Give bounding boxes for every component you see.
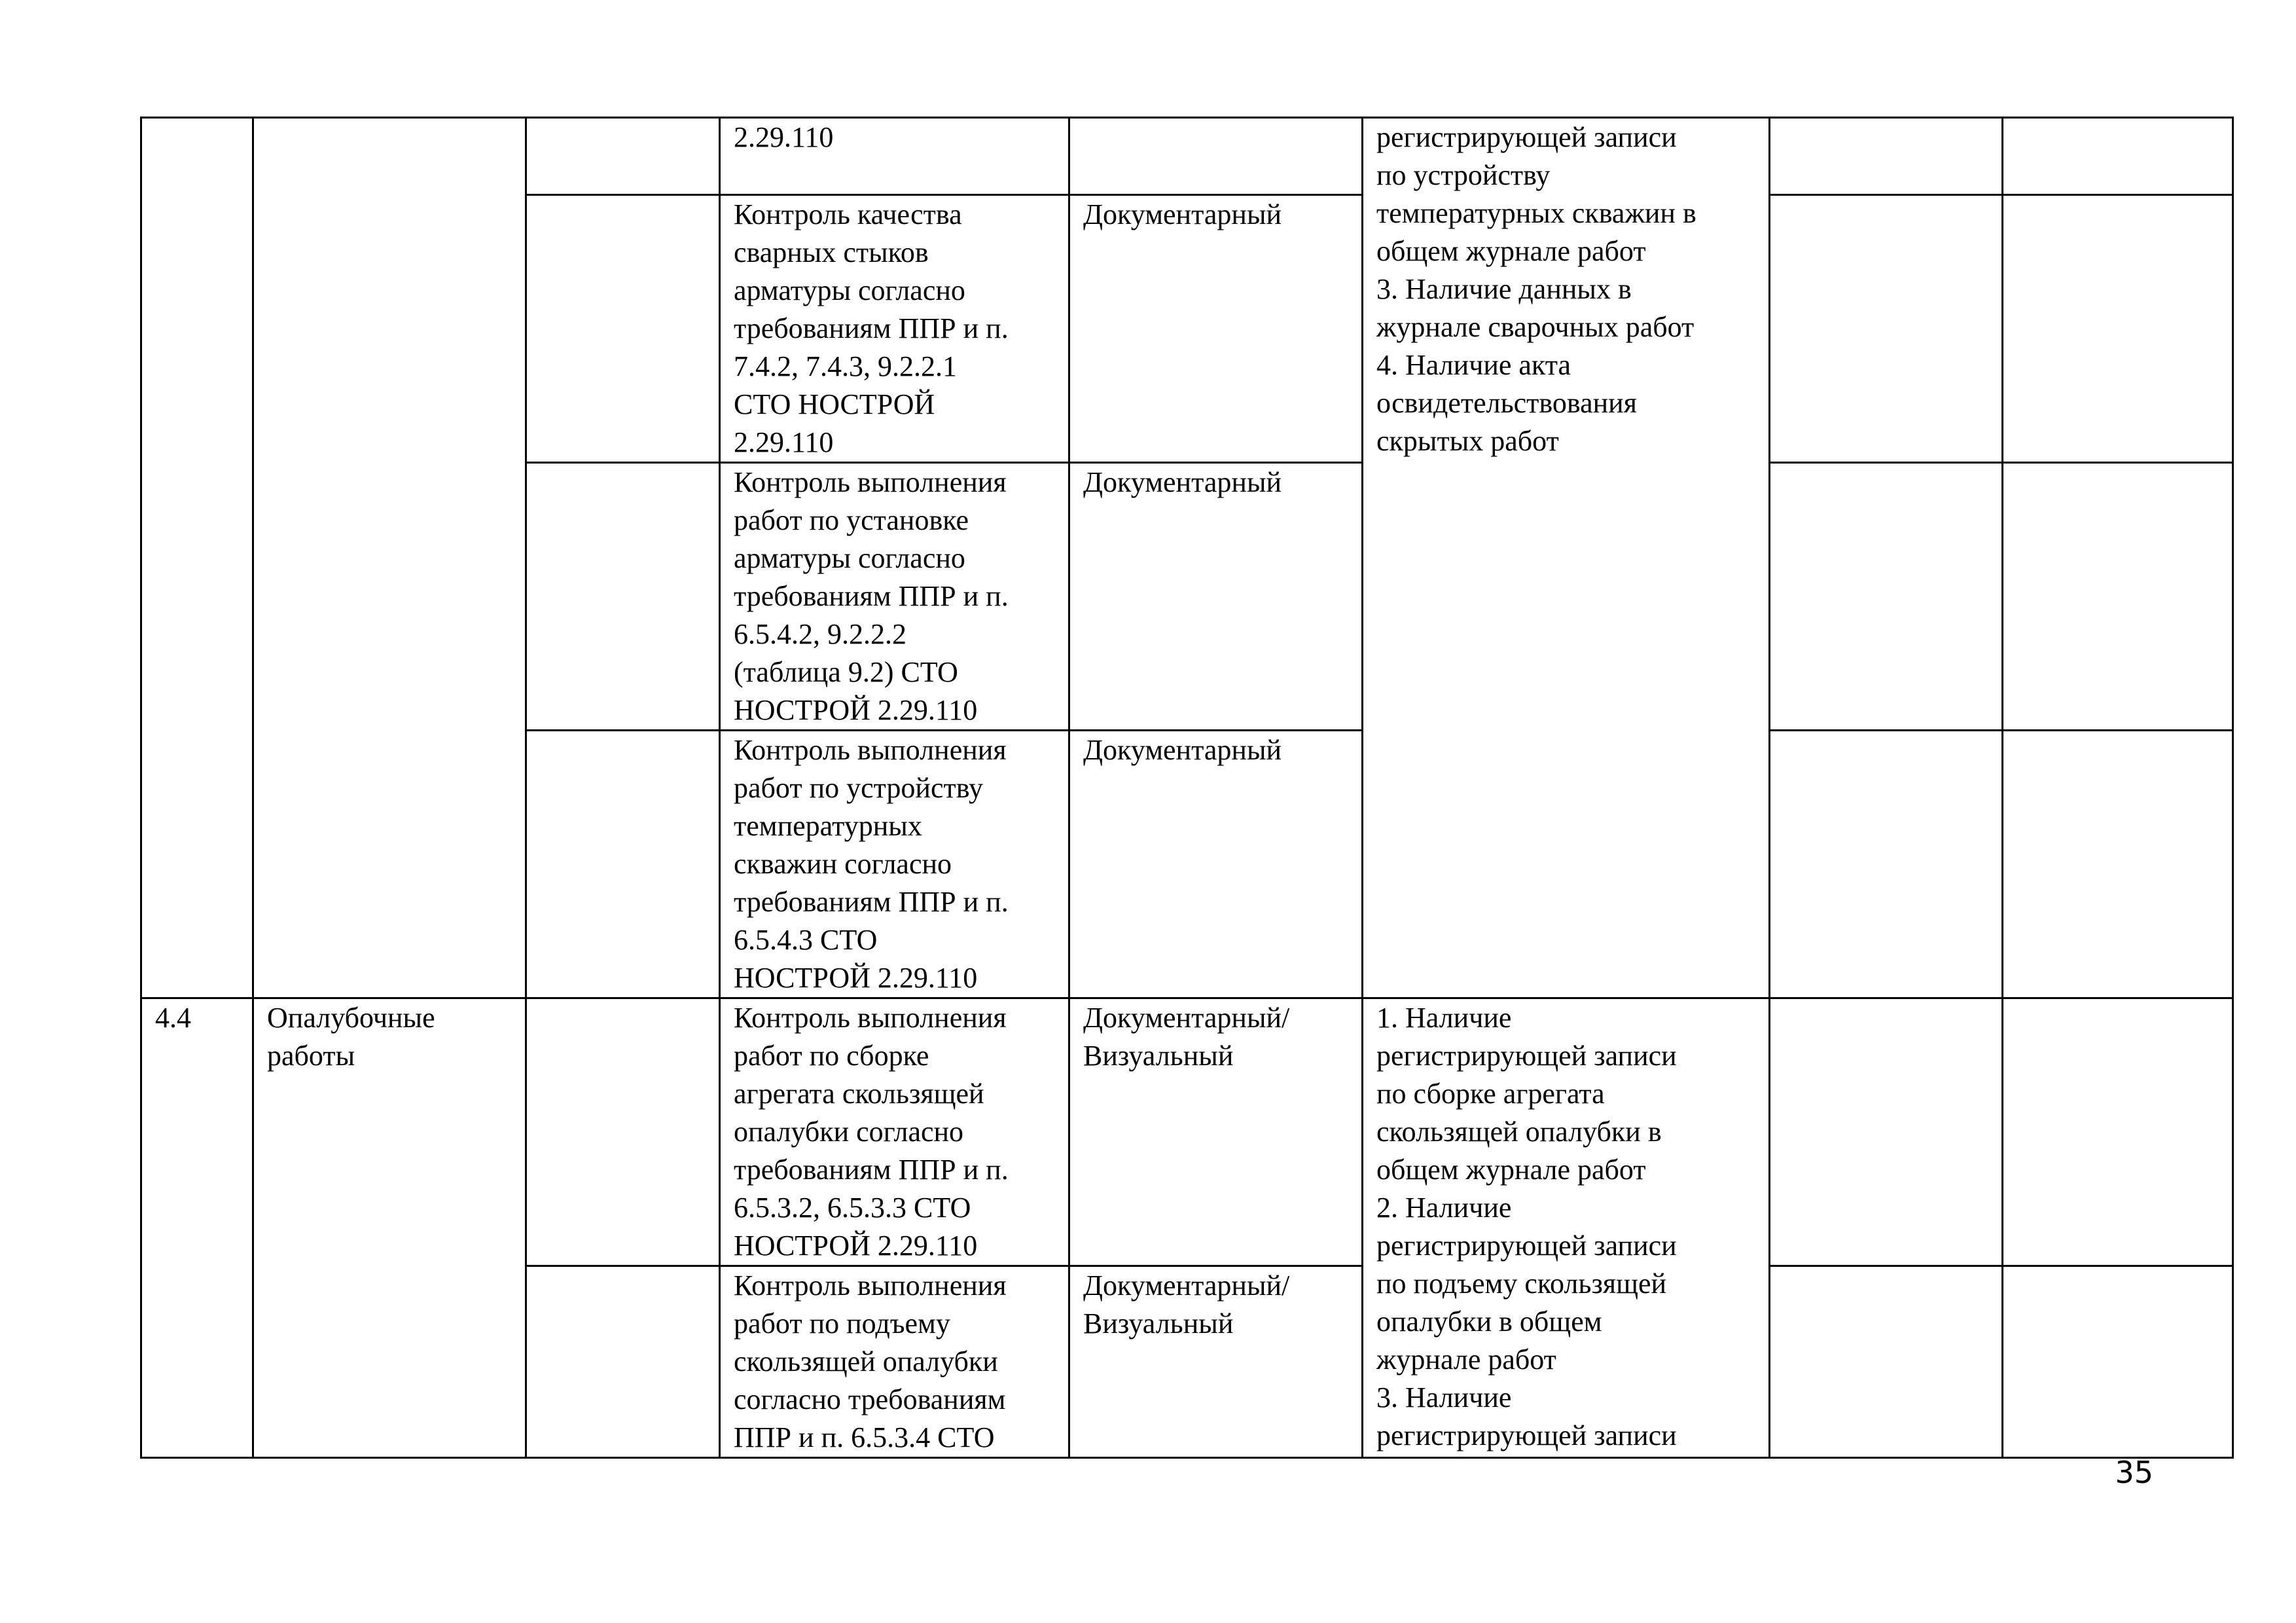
requirement-line: 7.4.2, 7.4.3, 9.2.2.1 — [734, 350, 957, 382]
requirement-line: Контроль выполнения — [734, 1269, 1007, 1302]
empty-cell — [526, 1266, 720, 1458]
requirement-line: требованиям ППР и п. — [734, 886, 1009, 918]
requirement-line: требованиям ППР и п. — [734, 1154, 1009, 1186]
result-line: освидетельствования — [1376, 387, 1637, 419]
method-text: Визуальный — [1083, 1307, 1234, 1340]
empty-cell — [526, 118, 720, 195]
result-line: 1. Наличие — [1376, 1002, 1512, 1034]
empty-cell — [2003, 463, 2233, 731]
method-text: Документарный/ — [1083, 1002, 1290, 1034]
result-line: регистрирующей записи — [1376, 1230, 1677, 1262]
result-line: по устройству — [1376, 159, 1551, 191]
result-line: скользящей опалубки в — [1376, 1116, 1662, 1148]
requirement-line: скользящей опалубки — [734, 1345, 998, 1377]
result-line: по сборке агрегата — [1376, 1078, 1605, 1110]
method-cell — [1069, 998, 1363, 1266]
result-line: журнале работ — [1376, 1343, 1556, 1376]
requirement-line: Контроль качества — [734, 198, 962, 230]
requirement-line: Контроль выполнения — [734, 734, 1007, 766]
requirement-line: требованиям ППР и п. — [734, 580, 1009, 612]
result-line: регистрирующей записи — [1376, 1419, 1677, 1451]
requirement-line: 6.5.4.2, 9.2.2.2 — [734, 618, 906, 650]
requirement-line: (таблица 9.2) СТО — [734, 656, 958, 688]
requirement-line: НОСТРОЙ 2.29.110 — [734, 694, 978, 726]
section-number: 4.4 — [155, 1002, 191, 1034]
section-number-cell — [141, 118, 253, 998]
empty-cell — [526, 463, 720, 731]
page-number: 35 — [2115, 1455, 2153, 1490]
empty-cell — [1770, 118, 2003, 195]
result-line: температурных скважин в — [1376, 197, 1696, 229]
requirement-line: ППР и п. 6.5.3.4 СТО — [734, 1421, 995, 1453]
result-line: опалубки в общем — [1376, 1305, 1602, 1338]
table-row — [141, 118, 2233, 195]
empty-cell — [1770, 1266, 2003, 1458]
result-line: 3. Наличие — [1376, 1381, 1512, 1413]
requirement-line: 2.29.110 — [734, 121, 834, 153]
result-line: по подъему скользящей — [1376, 1267, 1667, 1300]
inspection-table — [140, 117, 2234, 1459]
result-line: 3. Наличие данных в — [1376, 273, 1632, 305]
result-line: скрытых работ — [1376, 425, 1559, 457]
section-number-cell — [141, 998, 253, 1458]
requirement-line: согласно требованиям — [734, 1383, 1006, 1415]
result-line: общем журнале работ — [1376, 235, 1646, 267]
method-cell — [1069, 1266, 1363, 1458]
empty-cell — [2003, 195, 2233, 463]
result-line: 4. Наличие акта — [1376, 349, 1571, 381]
empty-cell — [1770, 463, 2003, 731]
result-cell — [1363, 998, 1770, 1458]
requirement-cell — [720, 195, 1069, 463]
result-line: 2. Наличие — [1376, 1192, 1512, 1224]
result-line: регистрирующей записи — [1376, 121, 1677, 153]
method-text: Документарный — [1083, 198, 1282, 230]
requirement-line: сварных стыков — [734, 236, 929, 268]
method-cell — [1069, 731, 1363, 998]
requirement-line: работ по сборке — [734, 1040, 929, 1072]
requirement-cell — [720, 118, 1069, 195]
empty-cell — [2003, 1266, 2233, 1458]
section-name-cell — [253, 998, 526, 1458]
empty-cell — [526, 998, 720, 1266]
method-cell — [1069, 463, 1363, 731]
requirement-line: скважин согласно — [734, 848, 952, 880]
result-cell — [1363, 118, 1770, 998]
requirement-cell — [720, 1266, 1069, 1458]
empty-cell — [526, 195, 720, 463]
empty-cell — [1770, 731, 2003, 998]
requirement-line: арматуры согласно — [734, 542, 965, 574]
requirement-line: агрегата скользящей — [734, 1078, 984, 1110]
requirement-line: 6.5.3.2, 6.5.3.3 СТО — [734, 1192, 971, 1224]
requirement-line: 2.29.110 — [734, 426, 834, 458]
requirement-line: работ по подъему — [734, 1307, 950, 1340]
requirement-line: арматуры согласно — [734, 274, 965, 306]
requirement-cell — [720, 463, 1069, 731]
method-cell — [1069, 118, 1363, 195]
result-line: регистрирующей записи — [1376, 1040, 1677, 1072]
section-name-line: работы — [267, 1040, 355, 1072]
requirement-cell — [720, 998, 1069, 1266]
requirement-line: требованиям ППР и п. — [734, 312, 1009, 344]
section-name-line: Опалубочные — [267, 1002, 435, 1034]
method-text: Визуальный — [1083, 1040, 1234, 1072]
requirement-line: Контроль выполнения — [734, 466, 1007, 498]
empty-cell — [1770, 998, 2003, 1266]
requirement-line: Контроль выполнения — [734, 1002, 1007, 1034]
empty-cell — [2003, 118, 2233, 195]
method-text: Документарный/ — [1083, 1269, 1290, 1302]
requirement-line: СТО НОСТРОЙ — [734, 388, 935, 420]
requirement-line: температурных — [734, 810, 922, 842]
section-name-cell — [253, 118, 526, 998]
requirement-line: НОСТРОЙ 2.29.110 — [734, 1230, 978, 1262]
requirement-cell — [720, 731, 1069, 998]
result-line: журнале сварочных работ — [1376, 311, 1695, 343]
empty-cell — [526, 731, 720, 998]
method-text: Документарный — [1083, 734, 1282, 766]
requirement-line: опалубки согласно — [734, 1116, 964, 1148]
method-cell — [1069, 195, 1363, 463]
result-line: общем журнале работ — [1376, 1154, 1646, 1186]
requirement-line: НОСТРОЙ 2.29.110 — [734, 962, 978, 994]
empty-cell — [1770, 195, 2003, 463]
method-text: Документарный — [1083, 466, 1282, 498]
empty-cell — [2003, 998, 2233, 1266]
requirement-line: 6.5.4.3 СТО — [734, 924, 878, 956]
requirement-line: работ по устройству — [734, 772, 983, 804]
empty-cell — [2003, 731, 2233, 998]
table-row — [141, 998, 2233, 1266]
requirement-line: работ по установке — [734, 504, 969, 536]
